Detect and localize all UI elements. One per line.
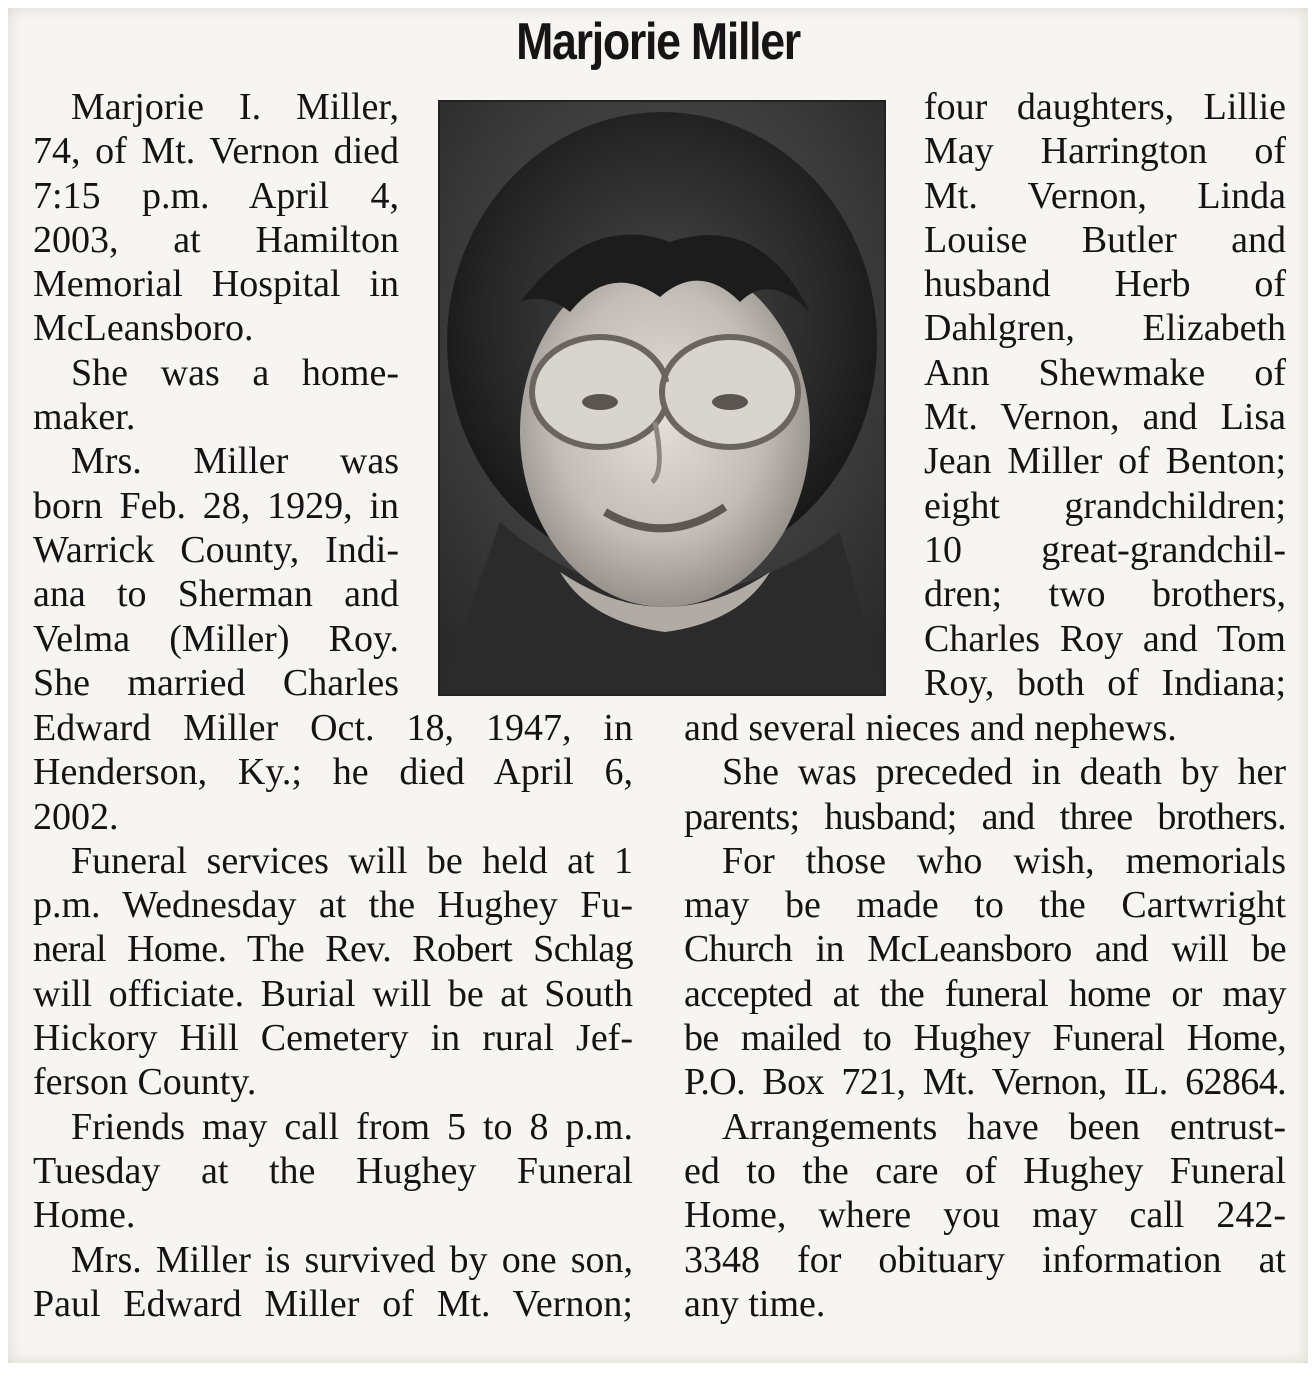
text-line: Warrick County, Indi-	[33, 528, 399, 571]
text-line: Mrs. Miller was	[71, 440, 399, 483]
text-line: Paul Edward Miller of Mt. Vernon;	[33, 1282, 633, 1325]
text-line: husband Herb of	[924, 263, 1286, 306]
text-line: Friends may call from 5 to 8 p.m.	[71, 1105, 633, 1148]
text-line: 10 great-grandchil-	[924, 528, 1286, 571]
text-line: 2003, at Hamilton	[33, 218, 399, 261]
text-line: Arrangements have been entrust-	[722, 1105, 1286, 1148]
text-line: 2002.	[33, 795, 119, 838]
text-line: 74, of Mt. Vernon died	[33, 130, 399, 173]
text-line: Velma (Miller) Roy.	[33, 617, 399, 660]
text-line: any time.	[684, 1282, 826, 1325]
text-line: Louise Butler and	[924, 218, 1286, 261]
text-line: parents; husband; and three brothers.	[684, 795, 1286, 838]
text-line: neral Home. The Rev. Robert Schlag	[33, 928, 633, 971]
text-line: ferson County.	[33, 1061, 257, 1104]
text-line: p.m. Wednesday at the Hughey Fu-	[33, 884, 633, 927]
text-line: four daughters, Lillie	[924, 86, 1286, 128]
text-line: and several nieces and nephews.	[684, 707, 1177, 749]
text-line: dren; two brothers,	[924, 573, 1286, 616]
text-line: 3348 for obituary information at	[684, 1238, 1286, 1281]
portrait-image	[440, 102, 884, 694]
text-line: ed to the care of Hughey Funeral	[684, 1149, 1286, 1192]
column-left-bottom	[33, 706, 633, 1326]
text-line: accepted at the funeral home or may	[684, 972, 1286, 1015]
text-line: Edward Miller Oct. 18, 1947, in	[33, 707, 633, 749]
text-line: She was a home-	[71, 351, 399, 394]
text-line: Dahlgren, Elizabeth	[924, 307, 1286, 350]
text-line: born Feb. 28, 1929, in	[33, 484, 399, 527]
text-line: Funeral services will be held at 1	[71, 839, 633, 882]
text-line: Mrs. Miller is survived by one son,	[71, 1238, 633, 1281]
text-line: be mailed to Hughey Funeral Home,	[684, 1017, 1286, 1060]
text-line: May Harrington of	[924, 130, 1286, 173]
text-line: Jean Miller of Benton;	[924, 440, 1286, 483]
column-left-top	[33, 85, 399, 705]
text-line: eight grandchildren;	[924, 484, 1286, 527]
text-line: Roy, both of Indiana;	[924, 661, 1286, 704]
column-right-top	[924, 85, 1286, 705]
text-line: may be made to the Cartwright	[684, 884, 1286, 927]
column-right-bottom	[684, 706, 1286, 1326]
text-line: Tuesday at the Hughey Funeral	[33, 1149, 633, 1192]
text-line: will officiate. Burial will be at South	[33, 972, 633, 1015]
text-line: McLeansboro.	[33, 307, 254, 350]
text-line: 7:15 p.m. April 4,	[33, 174, 399, 217]
text-line: Home, where you may call 242-	[684, 1194, 1286, 1237]
text-line: Marjorie I. Miller,	[71, 86, 399, 128]
text-line: She married Charles	[33, 661, 399, 704]
obituary-headline: Marjorie Miller	[516, 13, 800, 71]
text-line: Charles Roy and Tom	[924, 617, 1286, 660]
text-line: Mt. Vernon, Linda	[924, 174, 1286, 217]
text-line: Hickory Hill Cemetery in rural Jef-	[33, 1017, 633, 1060]
text-line: maker.	[33, 396, 136, 439]
text-line: Home.	[33, 1194, 136, 1237]
text-line: For those who wish, memorials	[722, 839, 1286, 882]
text-line: Ann Shewmake of	[924, 351, 1286, 394]
text-line: P.O. Box 721, Mt. Vernon, IL. 62864.	[684, 1061, 1286, 1104]
text-line: She was preceded in death by her	[722, 751, 1286, 794]
text-line: Church in McLeansboro and will be	[684, 928, 1286, 971]
text-line: Mt. Vernon, and Lisa	[924, 396, 1286, 439]
text-line: Memorial Hospital in	[33, 263, 399, 306]
text-line: Henderson, Ky.; he died April 6,	[33, 751, 633, 794]
text-line: ana to Sherman and	[33, 573, 399, 616]
portrait-photo	[438, 100, 886, 696]
